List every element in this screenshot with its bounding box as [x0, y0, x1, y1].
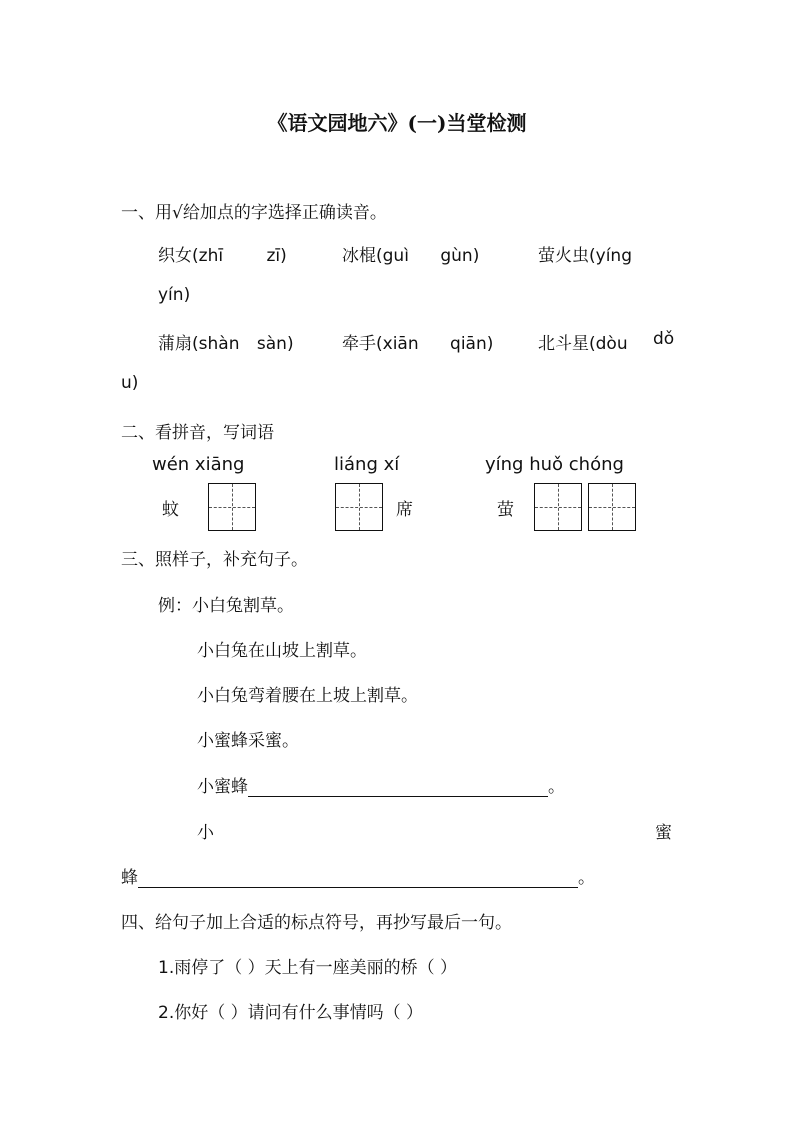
s1-option: yíng	[595, 246, 632, 266]
s3-fill-end: 。	[548, 777, 565, 797]
s4-q-text: 雨停了	[174, 958, 226, 978]
s4-q-num: 2.	[158, 1003, 175, 1023]
s1-word: 北斗星	[538, 334, 589, 354]
s2-pinyin-1: wén xiāng	[152, 454, 245, 475]
s1-word: 织女	[158, 246, 192, 266]
punctuation-blank[interactable]: （ ）	[208, 1003, 248, 1023]
s1-option: gùn	[440, 246, 473, 266]
writing-box[interactable]	[534, 483, 582, 531]
s1-option: guì	[382, 246, 409, 266]
s1-item-binggun: 冰棍(guì gùn)	[342, 246, 480, 266]
s1-item-yinghuochong-a: 萤火虫(yíng	[538, 246, 632, 266]
s1-option: zī	[266, 246, 281, 266]
s1-option: yín	[158, 285, 184, 305]
s1-word: 萤火虫	[538, 246, 589, 266]
answer-blank[interactable]	[138, 871, 578, 888]
s3-fill2-part1: 小	[197, 823, 214, 843]
s4-q-text: 你好	[174, 1003, 209, 1023]
section4-heading: 四、给句子加上合适的标点符号，再抄写最后一句。	[121, 913, 512, 933]
s2-char-ying: 萤	[497, 500, 514, 520]
s1-option: qiān	[450, 334, 487, 354]
writing-box[interactable]	[335, 483, 383, 531]
s4-q-text: 天上有一座美丽的桥	[264, 958, 418, 978]
s4-q-text: 请问有什么事情吗	[247, 1003, 384, 1023]
s1-item-pushan: 蒲扇(shàn sàn)	[158, 334, 294, 354]
s1-word: 牵手	[342, 334, 376, 354]
answer-blank[interactable]	[248, 780, 548, 797]
s3-fill2-part3: 蜂	[121, 868, 138, 888]
punctuation-blank[interactable]: （ ）	[225, 958, 265, 978]
punctuation-blank[interactable]: （ ）	[383, 1003, 424, 1023]
s2-char-wen: 蚊	[162, 500, 179, 520]
s1-option: xiān	[382, 334, 419, 354]
s1-item-beidouxing-a: 北斗星(dòu	[538, 334, 628, 354]
s1-item-yinghuochong-b: yín)	[158, 285, 191, 305]
s3-fill-prefix: 小蜜蜂	[197, 777, 248, 797]
s1-item-zhinv: 织女(zhī zī)	[158, 246, 287, 266]
section1-heading: 一、用√给加点的字选择正确读音。	[121, 203, 387, 223]
s4-q-num: 1.	[158, 958, 175, 978]
s1-option: zhī	[198, 246, 224, 266]
s1-word: 蒲扇	[158, 334, 192, 354]
s2-pinyin-2: liáng xí	[334, 454, 400, 475]
page-title: 《语文园地六》(一)当堂检测	[267, 111, 527, 135]
s1-word: 冰棍	[342, 246, 376, 266]
s2-pinyin-3: yíng huǒ chóng	[485, 454, 624, 475]
s3-example-text: 小白兔割草。	[192, 596, 294, 616]
s1-item-qianshou: 牵手(xiān qiān)	[342, 334, 494, 354]
s2-char-xi: 席	[396, 500, 413, 520]
s1-option: sàn	[256, 334, 287, 354]
s4-question-2	[158, 998, 423, 1023]
writing-box[interactable]	[588, 483, 636, 531]
s3-fill2-part2: 蜜	[655, 823, 672, 843]
s3-fill-end: 。	[578, 868, 595, 888]
writing-box[interactable]	[208, 483, 256, 531]
s3-fill-1	[197, 772, 565, 797]
s4-question-1	[158, 953, 457, 978]
punctuation-blank[interactable]: （ ）	[417, 958, 458, 978]
section2-heading: 二、看拼音，写词语	[121, 423, 274, 443]
s3-fill-2	[121, 863, 595, 888]
s3-example	[158, 591, 294, 616]
s1-option-split-end: u)	[121, 373, 139, 393]
s3-task: 小蜜蜂采蜜。	[197, 731, 299, 751]
s1-option-split: dǒ	[653, 329, 675, 349]
s3-example-label: 例：	[158, 596, 192, 616]
s3-example-line1: 小白兔在山坡上割草。	[197, 641, 367, 661]
section3-heading: 三、照样子，补充句子。	[121, 550, 308, 570]
s1-option: shàn	[198, 334, 240, 354]
s3-example-line2: 小白兔弯着腰在上坡上割草。	[197, 686, 418, 706]
